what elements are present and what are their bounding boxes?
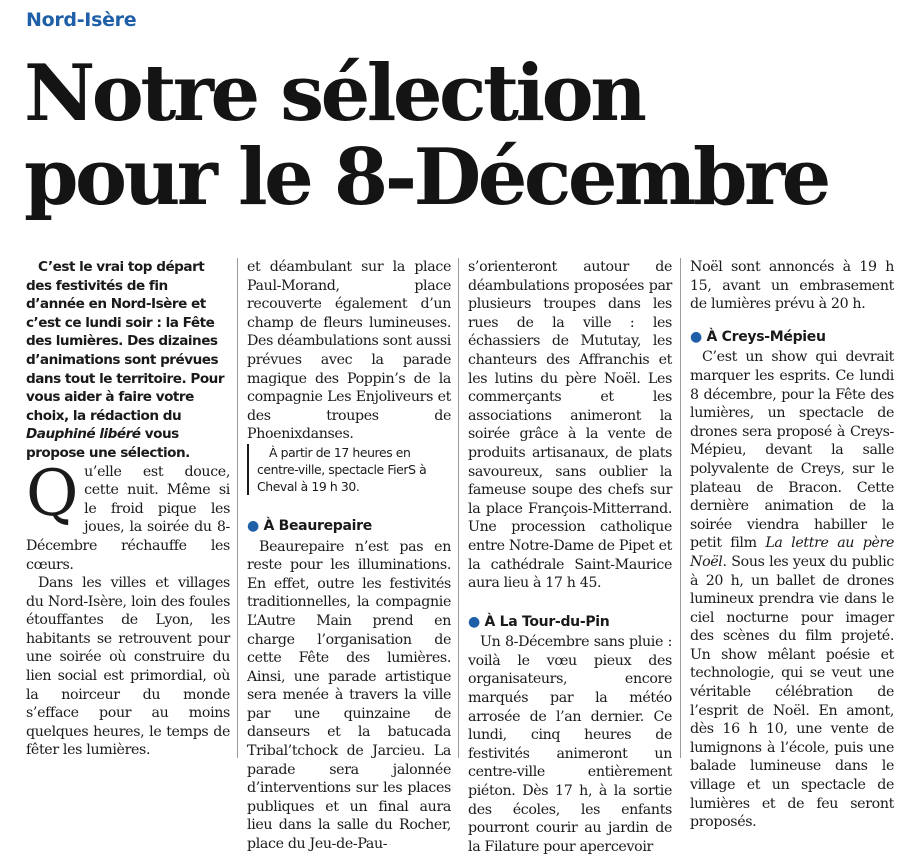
column-separator	[458, 258, 459, 758]
practical-info: À partir de 17 heures en centre-ville, spectacle FierS à Cheval à 19 h 30.	[247, 444, 451, 495]
article-column-3	[468, 258, 672, 856]
body-paragraph: Beaurepaire n’est pas en reste pour les illuminations. En effet, outre les festivités traditionnelles, la compagnie L’Autre Main prend en charge l’organisation de cette Fête des lumières. Ainsi, une parade artistique sera menée à travers la ville par une quinzaine de danseurs et la batucada Tribal’tchock de Jarcieu. La parade sera jalonnée d’interventions sur les places publiques et un final aura lieu dans la salle du Rocher, place du Jeu-de-Pau-	[247, 538, 451, 853]
section-rubric: Nord-Isère	[26, 9, 137, 31]
newspaper-name: Dauphiné libéré	[26, 426, 141, 443]
headline	[24, 48, 894, 223]
subheading-la-tour-du-pin: ● À La Tour-du-Pin	[468, 613, 610, 630]
column-separator	[237, 258, 238, 758]
body-paragraph: Dans les villes et villages du Nord-Isère, loin des foules étouffantes de Lyon, les habitants se retrouvent pour une soirée où construire du lien social est primordial, où la noirceur du monde s’efface pour au moins quelques heures, le temps de fêter les lumières.	[26, 575, 230, 759]
article-column-2	[247, 258, 451, 854]
headline-line-1: Notre sélection	[24, 48, 644, 139]
bullet-icon: ●	[690, 328, 702, 345]
subheading-creys-mepieu: ● À Creys-Mépieu	[690, 328, 826, 345]
article-column-1	[26, 258, 230, 760]
bullet-icon: ●	[247, 517, 259, 534]
column-separator	[680, 258, 681, 758]
headline-line-2: pour le 8-Décembre	[24, 132, 828, 223]
film-title: La lettre au père Noël	[690, 535, 894, 570]
subheading-beaurepaire: ● À Beaurepaire	[247, 517, 372, 534]
article-column-4	[690, 258, 894, 832]
lead-paragraph: C’est le vrai top départ des festivités de fin d’année en Nord-Isère et c’est ce lundi soir : la Fête des lumières. Des dizaines d’animations sont prévues dans tout le territoire. Pour vous aider à faire votre choix, la rédaction du Dauphiné libéré vous propose une sélection.	[26, 259, 225, 461]
drop-cap: Q	[26, 456, 79, 531]
body-paragraph: et déambulant sur la place Paul-Morand, place recouverte également d’un champ de fleurs lumineuses. Des déambulations sont aussi prévues avec la parade magique des Poppin’s de la compagnie Les Enjoliveurs et des troupes de Phoenixdanses.	[247, 259, 451, 443]
body-paragraph: C’est un show qui devrait marquer les esprits. Ce lundi 8 décembre, pour la Fête des lumières, un spectacle de drones sera proposé à Creys-Mépieu, devant la salle polyvalente de Creys, sur le plateau de Bracon. Cette dernière animation de la soirée viendra habiller le petit film La lettre au père Noël. Sous les yeux du public à 20 h, un ballet de drones lumineux prendra vie dans le ciel nocturne pour imager des scènes du film projeté. Un show mêlant poésie et technologie, qui se veut une véritable célébration de l’esprit de Noël. En amont, dès 16 h 10, une vente de lumignons à l’école, puis une balade lumineuse dans le village et un spectacle de lumières et de feu seront proposés.	[690, 349, 894, 831]
body-paragraph: Un 8-Décembre sans pluie : voilà le vœu pieux des organisateurs, encore marqués par la météo arrosée de l’an dernier. Ce lundi, cinq heures de festivités animeront un centre-ville entièrement piéton. Dès 17 h, à la sortie des écoles, les enfants pourront courir au jardin de la Filature pour apercevoir	[468, 634, 672, 855]
body-paragraph: Noël sont annoncés à 19 h 15, avant un embrasement de lumières prévu à 20 h.	[690, 259, 894, 313]
bullet-icon: ●	[468, 613, 480, 630]
intro-paragraph: Qu’elle est douce, cette nuit. Même si le froid pique les joues, la soirée du 8-Décembre réchauffe les cœurs.	[26, 456, 230, 573]
body-paragraph: s’orienteront autour de déambulations proposées par plusieurs troupes dans les rues de la ville : les échassiers de Mututay, les chanteurs des Affranchis et les lutins du père Noël. Les commerçants et les associations animeront la soirée grâce à la vente de produits artisanaux, de plats savoureux, sans oublier la fameuse soupe des chefs sur la place François-Mitterrand. Une procession catholique entre Notre-Dame de Pipet et la cathédrale Saint-Maurice aura lieu à 17 h 45.	[468, 259, 672, 592]
